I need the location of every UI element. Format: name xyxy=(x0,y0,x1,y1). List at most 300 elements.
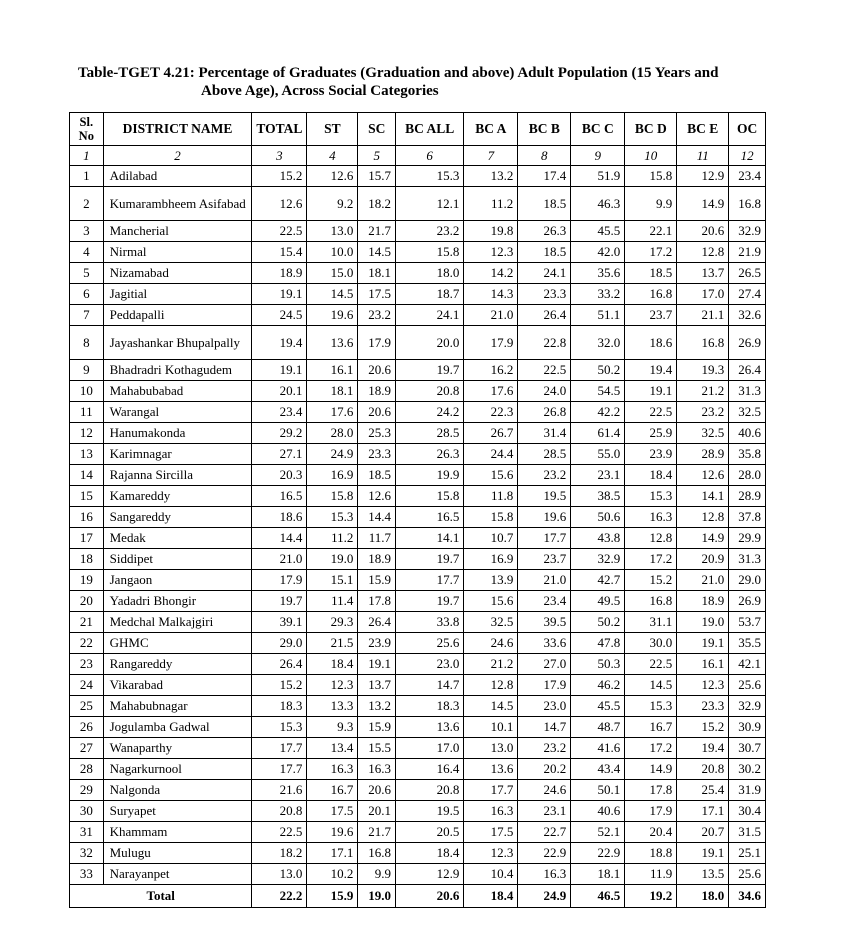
row-value: 20.0 xyxy=(396,326,464,360)
row-value: 23.7 xyxy=(518,549,571,570)
table-row xyxy=(70,570,766,591)
table-row xyxy=(70,675,766,696)
row-value: 15.3 xyxy=(252,717,307,738)
row-value: 9.9 xyxy=(625,187,677,221)
row-value: 24.5 xyxy=(252,305,307,326)
column-number: 1 xyxy=(70,146,104,166)
row-value: 26.3 xyxy=(518,221,571,242)
row-value: 23.3 xyxy=(518,284,571,305)
row-value: 17.8 xyxy=(625,780,677,801)
row-value: 52.1 xyxy=(571,822,625,843)
row-value: 23.2 xyxy=(518,738,571,759)
row-value: 14.1 xyxy=(677,486,729,507)
row-value: 19.1 xyxy=(252,284,307,305)
row-value: 22.5 xyxy=(518,360,571,381)
row-value: 25.6 xyxy=(396,633,464,654)
row-sl-no: 26 xyxy=(70,717,104,738)
row-value: 11.7 xyxy=(358,528,396,549)
row-value: 27.4 xyxy=(729,284,766,305)
row-sl-no: 30 xyxy=(70,801,104,822)
row-sl-no: 29 xyxy=(70,780,104,801)
row-value: 51.1 xyxy=(571,305,625,326)
row-value: 16.3 xyxy=(625,507,677,528)
row-sl-no: 12 xyxy=(70,423,104,444)
row-value: 12.6 xyxy=(252,187,307,221)
row-value: 13.9 xyxy=(464,570,518,591)
row-sl-no: 4 xyxy=(70,242,104,263)
row-sl-no: 7 xyxy=(70,305,104,326)
row-value: 17.7 xyxy=(252,759,307,780)
row-district-name: Suryapet xyxy=(103,801,252,822)
row-value: 16.4 xyxy=(396,759,464,780)
row-value: 21.0 xyxy=(252,549,307,570)
row-value: 15.1 xyxy=(307,570,358,591)
row-value: 16.3 xyxy=(518,864,571,885)
row-sl-no: 8 xyxy=(70,326,104,360)
row-sl-no: 24 xyxy=(70,675,104,696)
row-value: 17.7 xyxy=(396,570,464,591)
row-value: 18.5 xyxy=(358,465,396,486)
row-value: 13.6 xyxy=(396,717,464,738)
row-value: 10.1 xyxy=(464,717,518,738)
row-value: 51.9 xyxy=(571,166,625,187)
row-value: 18.8 xyxy=(625,843,677,864)
row-value: 13.0 xyxy=(307,221,358,242)
row-sl-no: 13 xyxy=(70,444,104,465)
row-district-name: GHMC xyxy=(103,633,252,654)
row-value: 39.1 xyxy=(252,612,307,633)
row-value: 19.4 xyxy=(625,360,677,381)
row-value: 21.9 xyxy=(729,242,766,263)
column-number: 12 xyxy=(729,146,766,166)
row-value: 53.7 xyxy=(729,612,766,633)
row-value: 21.0 xyxy=(518,570,571,591)
row-value: 13.6 xyxy=(464,759,518,780)
row-district-name: Mahabubabad xyxy=(103,381,252,402)
row-value: 18.2 xyxy=(358,187,396,221)
row-value: 33.6 xyxy=(518,633,571,654)
total-row xyxy=(70,885,766,908)
row-value: 24.6 xyxy=(464,633,518,654)
row-value: 18.6 xyxy=(625,326,677,360)
total-value: 20.6 xyxy=(396,885,464,908)
row-value: 15.8 xyxy=(464,507,518,528)
row-value: 12.6 xyxy=(358,486,396,507)
row-value: 20.6 xyxy=(358,402,396,423)
row-district-name: Kumarambheem Asifabad xyxy=(103,187,252,221)
row-value: 25.1 xyxy=(729,843,766,864)
row-sl-no: 19 xyxy=(70,570,104,591)
row-value: 14.3 xyxy=(464,284,518,305)
header-bc-a: BC A xyxy=(464,113,518,146)
row-value: 29.2 xyxy=(252,423,307,444)
row-value: 15.3 xyxy=(625,696,677,717)
row-value: 17.6 xyxy=(307,402,358,423)
row-value: 17.7 xyxy=(518,528,571,549)
column-number: 3 xyxy=(252,146,307,166)
row-value: 17.0 xyxy=(677,284,729,305)
row-district-name: Siddipet xyxy=(103,549,252,570)
row-value: 18.3 xyxy=(396,696,464,717)
row-value: 24.1 xyxy=(518,263,571,284)
row-value: 28.5 xyxy=(518,444,571,465)
row-value: 17.9 xyxy=(358,326,396,360)
row-value: 15.4 xyxy=(252,242,307,263)
row-value: 31.3 xyxy=(729,381,766,402)
row-value: 50.2 xyxy=(571,360,625,381)
row-value: 24.9 xyxy=(307,444,358,465)
row-value: 19.1 xyxy=(625,381,677,402)
row-value: 21.0 xyxy=(677,570,729,591)
row-value: 28.5 xyxy=(396,423,464,444)
graduates-table xyxy=(69,112,766,908)
table-row xyxy=(70,654,766,675)
row-value: 13.7 xyxy=(677,263,729,284)
table-row xyxy=(70,221,766,242)
header-total: TOTAL xyxy=(252,113,307,146)
row-value: 23.3 xyxy=(677,696,729,717)
row-value: 15.2 xyxy=(625,570,677,591)
row-value: 9.9 xyxy=(358,864,396,885)
row-district-name: Nalgonda xyxy=(103,780,252,801)
row-value: 23.2 xyxy=(677,402,729,423)
row-value: 20.7 xyxy=(677,822,729,843)
row-value: 26.9 xyxy=(729,326,766,360)
row-value: 22.5 xyxy=(252,822,307,843)
total-value: 34.6 xyxy=(729,885,766,908)
row-value: 23.1 xyxy=(571,465,625,486)
row-value: 19.3 xyxy=(677,360,729,381)
row-district-name: Warangal xyxy=(103,402,252,423)
row-district-name: Bhadradri Kothagudem xyxy=(103,360,252,381)
column-number: 5 xyxy=(358,146,396,166)
row-value: 26.4 xyxy=(518,305,571,326)
row-value: 22.9 xyxy=(518,843,571,864)
row-value: 18.1 xyxy=(307,381,358,402)
row-value: 20.6 xyxy=(358,780,396,801)
row-value: 33.2 xyxy=(571,284,625,305)
row-value: 19.5 xyxy=(518,486,571,507)
row-value: 18.6 xyxy=(252,507,307,528)
row-value: 20.2 xyxy=(518,759,571,780)
row-district-name: Jangaon xyxy=(103,570,252,591)
row-value: 20.8 xyxy=(396,780,464,801)
row-value: 20.8 xyxy=(677,759,729,780)
table-row xyxy=(70,591,766,612)
column-number: 4 xyxy=(307,146,358,166)
row-value: 12.3 xyxy=(307,675,358,696)
row-district-name: Adilabad xyxy=(103,166,252,187)
row-value: 22.8 xyxy=(518,326,571,360)
row-value: 18.9 xyxy=(358,381,396,402)
row-value: 23.4 xyxy=(518,591,571,612)
row-value: 32.0 xyxy=(571,326,625,360)
row-value: 23.1 xyxy=(518,801,571,822)
column-number: 8 xyxy=(518,146,571,166)
row-value: 23.7 xyxy=(625,305,677,326)
row-value: 32.6 xyxy=(729,305,766,326)
row-value: 12.3 xyxy=(464,242,518,263)
row-value: 20.1 xyxy=(252,381,307,402)
row-district-name: Kamareddy xyxy=(103,486,252,507)
row-value: 18.4 xyxy=(396,843,464,864)
row-value: 15.3 xyxy=(396,166,464,187)
row-value: 9.3 xyxy=(307,717,358,738)
row-sl-no: 31 xyxy=(70,822,104,843)
title-line-1: Table-TGET 4.21: Percentage of Graduates (Graduation and above) Adult Population (15 Years and xyxy=(78,65,719,81)
row-sl-no: 6 xyxy=(70,284,104,305)
row-value: 25.6 xyxy=(729,675,766,696)
row-value: 18.4 xyxy=(307,654,358,675)
row-value: 12.8 xyxy=(677,507,729,528)
row-value: 20.6 xyxy=(677,221,729,242)
table-row xyxy=(70,696,766,717)
row-value: 29.0 xyxy=(252,633,307,654)
row-value: 16.1 xyxy=(307,360,358,381)
row-value: 23.9 xyxy=(358,633,396,654)
row-value: 31.1 xyxy=(625,612,677,633)
row-value: 46.3 xyxy=(571,187,625,221)
row-value: 10.4 xyxy=(464,864,518,885)
row-value: 23.0 xyxy=(396,654,464,675)
row-value: 14.4 xyxy=(358,507,396,528)
row-value: 24.1 xyxy=(396,305,464,326)
row-value: 40.6 xyxy=(571,801,625,822)
row-value: 15.8 xyxy=(307,486,358,507)
row-sl-no: 23 xyxy=(70,654,104,675)
row-value: 15.2 xyxy=(252,166,307,187)
row-value: 43.4 xyxy=(571,759,625,780)
row-value: 32.9 xyxy=(729,221,766,242)
row-value: 11.8 xyxy=(464,486,518,507)
row-value: 18.1 xyxy=(571,864,625,885)
row-value: 42.0 xyxy=(571,242,625,263)
row-value: 20.5 xyxy=(396,822,464,843)
row-value: 17.2 xyxy=(625,242,677,263)
row-value: 15.7 xyxy=(358,166,396,187)
row-value: 23.2 xyxy=(518,465,571,486)
row-district-name: Wanaparthy xyxy=(103,738,252,759)
row-value: 18.5 xyxy=(625,263,677,284)
row-value: 13.2 xyxy=(464,166,518,187)
column-number-row xyxy=(70,146,766,166)
row-value: 26.8 xyxy=(518,402,571,423)
row-value: 31.4 xyxy=(518,423,571,444)
header-bc-all: BC ALL xyxy=(396,113,464,146)
row-value: 21.2 xyxy=(464,654,518,675)
row-value: 20.8 xyxy=(396,381,464,402)
row-value: 21.7 xyxy=(358,221,396,242)
row-value: 12.8 xyxy=(625,528,677,549)
row-district-name: Hanumakonda xyxy=(103,423,252,444)
row-sl-no: 28 xyxy=(70,759,104,780)
row-value: 16.2 xyxy=(464,360,518,381)
row-value: 23.2 xyxy=(396,221,464,242)
row-value: 23.2 xyxy=(358,305,396,326)
row-value: 42.2 xyxy=(571,402,625,423)
table-row xyxy=(70,801,766,822)
row-value: 12.3 xyxy=(464,843,518,864)
row-value: 20.4 xyxy=(625,822,677,843)
row-value: 50.3 xyxy=(571,654,625,675)
row-value: 12.3 xyxy=(677,675,729,696)
total-value: 19.2 xyxy=(625,885,677,908)
row-sl-no: 3 xyxy=(70,221,104,242)
table-row xyxy=(70,187,766,221)
row-value: 20.3 xyxy=(252,465,307,486)
row-value: 26.4 xyxy=(252,654,307,675)
row-value: 16.3 xyxy=(307,759,358,780)
row-value: 31.3 xyxy=(729,549,766,570)
row-district-name: Medak xyxy=(103,528,252,549)
column-number: 10 xyxy=(625,146,677,166)
table-row xyxy=(70,326,766,360)
row-value: 30.7 xyxy=(729,738,766,759)
row-value: 15.3 xyxy=(307,507,358,528)
row-value: 10.2 xyxy=(307,864,358,885)
header-bc-b: BC B xyxy=(518,113,571,146)
row-district-name: Mahabubnagar xyxy=(103,696,252,717)
row-value: 35.6 xyxy=(571,263,625,284)
row-value: 12.9 xyxy=(396,864,464,885)
row-value: 28.9 xyxy=(729,486,766,507)
row-value: 14.9 xyxy=(625,759,677,780)
table-row xyxy=(70,738,766,759)
row-value: 17.5 xyxy=(307,801,358,822)
row-value: 21.2 xyxy=(677,381,729,402)
row-value: 25.4 xyxy=(677,780,729,801)
row-value: 54.5 xyxy=(571,381,625,402)
row-value: 17.2 xyxy=(625,549,677,570)
row-sl-no: 2 xyxy=(70,187,104,221)
row-value: 13.7 xyxy=(358,675,396,696)
row-value: 14.5 xyxy=(358,242,396,263)
table-row xyxy=(70,612,766,633)
row-sl-no: 14 xyxy=(70,465,104,486)
row-district-name: Rangareddy xyxy=(103,654,252,675)
row-value: 31.9 xyxy=(729,780,766,801)
row-value: 17.0 xyxy=(396,738,464,759)
row-sl-no: 22 xyxy=(70,633,104,654)
row-value: 19.1 xyxy=(677,843,729,864)
row-value: 19.4 xyxy=(252,326,307,360)
row-district-name: Karimnagar xyxy=(103,444,252,465)
row-value: 32.5 xyxy=(729,402,766,423)
row-value: 15.0 xyxy=(307,263,358,284)
row-value: 55.0 xyxy=(571,444,625,465)
row-value: 17.9 xyxy=(518,675,571,696)
total-value: 18.0 xyxy=(677,885,729,908)
total-value: 15.9 xyxy=(307,885,358,908)
row-value: 19.6 xyxy=(518,507,571,528)
row-value: 19.1 xyxy=(358,654,396,675)
table-title xyxy=(78,64,778,100)
row-value: 32.9 xyxy=(729,696,766,717)
row-value: 21.5 xyxy=(307,633,358,654)
row-value: 11.4 xyxy=(307,591,358,612)
row-value: 11.2 xyxy=(307,528,358,549)
table-row xyxy=(70,759,766,780)
row-value: 42.1 xyxy=(729,654,766,675)
row-value: 35.5 xyxy=(729,633,766,654)
row-value: 29.9 xyxy=(729,528,766,549)
row-district-name: Rajanna Sircilla xyxy=(103,465,252,486)
row-value: 19.8 xyxy=(464,221,518,242)
row-value: 26.9 xyxy=(729,591,766,612)
row-value: 12.8 xyxy=(464,675,518,696)
row-district-name: Khammam xyxy=(103,822,252,843)
table-row xyxy=(70,549,766,570)
row-value: 22.5 xyxy=(625,402,677,423)
header-sl-no: Sl. No xyxy=(70,113,104,146)
row-value: 24.4 xyxy=(464,444,518,465)
row-district-name: Vikarabad xyxy=(103,675,252,696)
total-value: 18.4 xyxy=(464,885,518,908)
column-number: 7 xyxy=(464,146,518,166)
row-value: 32.5 xyxy=(464,612,518,633)
row-value: 45.5 xyxy=(571,696,625,717)
row-value: 25.3 xyxy=(358,423,396,444)
row-value: 32.9 xyxy=(571,549,625,570)
row-value: 22.7 xyxy=(518,822,571,843)
row-value: 39.5 xyxy=(518,612,571,633)
row-value: 15.6 xyxy=(464,465,518,486)
row-sl-no: 21 xyxy=(70,612,104,633)
row-value: 13.0 xyxy=(464,738,518,759)
row-district-name: Jogulamba Gadwal xyxy=(103,717,252,738)
row-value: 19.7 xyxy=(252,591,307,612)
row-value: 25.9 xyxy=(625,423,677,444)
row-sl-no: 25 xyxy=(70,696,104,717)
row-value: 24.6 xyxy=(518,780,571,801)
row-sl-no: 27 xyxy=(70,738,104,759)
row-value: 14.9 xyxy=(677,187,729,221)
row-sl-no: 9 xyxy=(70,360,104,381)
row-value: 19.5 xyxy=(396,801,464,822)
row-district-name: Narayanpet xyxy=(103,864,252,885)
row-value: 17.2 xyxy=(625,738,677,759)
row-value: 9.2 xyxy=(307,187,358,221)
row-value: 18.0 xyxy=(396,263,464,284)
row-value: 19.1 xyxy=(677,633,729,654)
row-value: 10.0 xyxy=(307,242,358,263)
row-value: 28.9 xyxy=(677,444,729,465)
row-value: 10.7 xyxy=(464,528,518,549)
row-value: 15.9 xyxy=(358,717,396,738)
row-value: 18.9 xyxy=(677,591,729,612)
table-row xyxy=(70,444,766,465)
row-value: 14.7 xyxy=(396,675,464,696)
column-number: 6 xyxy=(396,146,464,166)
row-district-name: Mulugu xyxy=(103,843,252,864)
row-value: 12.8 xyxy=(677,242,729,263)
row-sl-no: 15 xyxy=(70,486,104,507)
row-sl-no: 32 xyxy=(70,843,104,864)
row-value: 16.7 xyxy=(307,780,358,801)
row-value: 50.1 xyxy=(571,780,625,801)
row-value: 17.1 xyxy=(307,843,358,864)
row-value: 11.2 xyxy=(464,187,518,221)
row-value: 29.0 xyxy=(729,570,766,591)
row-value: 23.4 xyxy=(729,166,766,187)
row-value: 16.5 xyxy=(252,486,307,507)
row-district-name: Nizamabad xyxy=(103,263,252,284)
table-row xyxy=(70,242,766,263)
row-value: 23.0 xyxy=(518,696,571,717)
row-value: 19.0 xyxy=(677,612,729,633)
row-value: 16.7 xyxy=(625,717,677,738)
column-number: 11 xyxy=(677,146,729,166)
